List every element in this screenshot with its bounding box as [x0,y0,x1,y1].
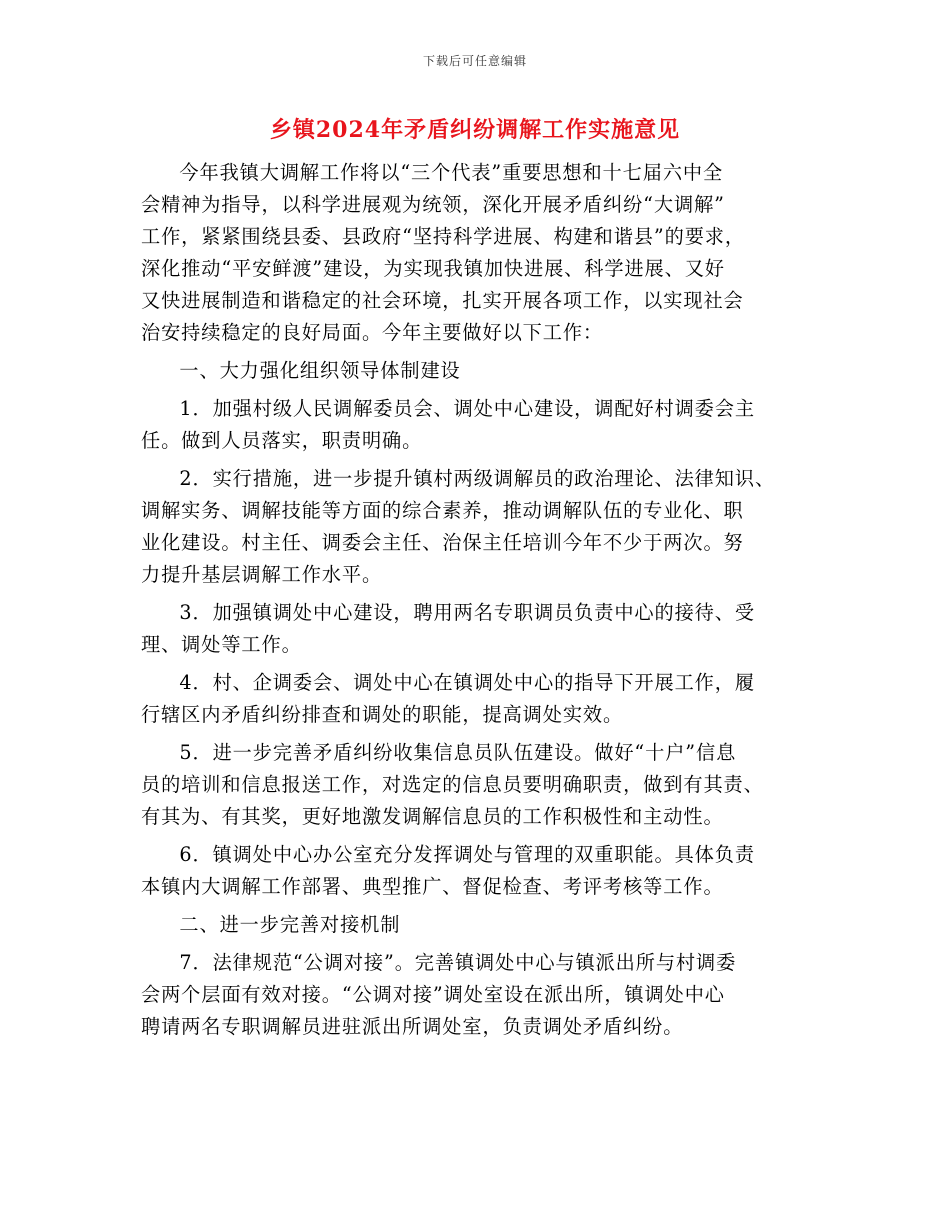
document-title: 乡镇2024年矛盾纠纷调解工作实施意见 [269,117,681,143]
paragraph-intro: 今年我镇大调解工作将以“三个代表”重要思想和十七届六中全 会精神为指导，以科学进展观为统领，深化开展矛盾纠纷“大调解” 工作，紧紧围绕县委、县政府“坚持科学进展、构建和谐县”的要求， 深化推动“平安鲜渡”建设，为实现我镇加快进展、科学进展、又好 又快进展制造和谐稳定的社会环境，扎实开展各项工作，以实现社会 治安持续稳定的良好局面。今年主要做好以下工作： [141,161,745,344]
paragraph-item-6: 6．镇调处中心办公室充分发挥调处与管理的双重职能。具体负责 本镇内大调解工作部署、典型推广、督促检查、考评考核等工作。 [141,843,755,898]
paragraph-item-2: 2．实行措施，进一步提升镇村两级调解员的政治理论、法律知识、 调解实务、调解技能等方面的综合素养，推动调解队伍的专业化、职 业化建设。村主任、调委会主任、治保主任培训今年不少于两次。努 力提升基层调解工作水平。 [141,467,776,586]
document-body [141,157,821,1049]
header-note: 下载后可任意编辑 [422,54,527,68]
paragraph-item-7: 7．法律规范“公调对接”。完善镇调处中心与镇派出所与村调委 会两个层面有效对接。“公调对接”调处室设在派出所，镇调处中心 聘请两名专职调解员进驻派出所调处室，负责调处矛盾纠纷。 [141,951,737,1038]
paragraph-item-5: 5．进一步完善矛盾纠纷收集信息员队伍建设。做好“十户”信息 员的培训和信息报送工作，对选定的信息员要明确职责，做到有其责、 有其为、有其奖，更好地激发调解信息员的工作积极性和主动性。 [141,741,764,828]
paragraph-item-4: 4．村、企调委会、调处中心在镇调处中心的指导下开展工作，履 行辖区内矛盾纠纷排查和调处的职能，提高调处实效。 [141,671,755,726]
section-heading-2: 二、进一步完善对接机制 [179,913,401,936]
paragraph-item-1: 1．加强村级人民调解委员会、调处中心建设，调配好村调委会主 任。做到人员落实，职责明确。 [141,397,755,452]
section-heading-1: 一、大力强化组织领导体制建设 [179,359,461,382]
paragraph-item-3: 3．加强镇调处中心建设，聘用两名专职调员负责中心的接待、受 理、调处等工作。 [141,601,755,656]
